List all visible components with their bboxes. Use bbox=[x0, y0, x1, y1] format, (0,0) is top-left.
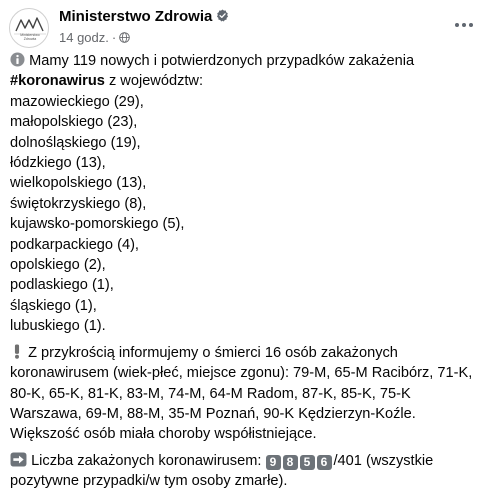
globe-icon bbox=[119, 32, 130, 43]
more-dot bbox=[469, 23, 473, 27]
more-options-button[interactable] bbox=[453, 15, 475, 35]
more-dot bbox=[455, 23, 459, 27]
region-item: małopolskiego (23), bbox=[10, 114, 138, 131]
hashtag-line bbox=[10, 71, 482, 91]
deaths-paragraph bbox=[10, 343, 482, 445]
intro-text: Mamy 119 nowych i potwierdzonych przypadków zakażenia bbox=[29, 53, 415, 69]
deaths-text: Z przykrością informujemy o śmierci 16 osób zakażonych bbox=[28, 344, 398, 361]
post-meta bbox=[59, 30, 130, 46]
post-header bbox=[8, 7, 481, 47]
total-line-2: pozytywne przypadki/w tym osoby zmarłe). bbox=[10, 473, 288, 490]
page-avatar[interactable] bbox=[9, 8, 49, 48]
region-item: kujawsko-pomorskiego (5), bbox=[10, 216, 185, 233]
intro-paragraph bbox=[10, 51, 482, 337]
total-tail: /401 (wszystkie bbox=[333, 452, 434, 469]
exclamation-icon bbox=[10, 344, 24, 359]
deaths-line: koronawirusem (wiek-płeć, miejsce zgonu): 79-M, 65-M Racibórz, 71-K, bbox=[10, 365, 473, 382]
deaths-line bbox=[10, 343, 482, 363]
deaths-line: Większość osób miała choroby współistniejące. bbox=[10, 426, 317, 443]
total-label: Liczba zakażonych koronawirusem: bbox=[31, 452, 262, 469]
meta-separator: · bbox=[111, 30, 117, 45]
post-timestamp[interactable]: 14 godz. bbox=[59, 30, 109, 45]
more-dot bbox=[462, 23, 466, 27]
hashtag-link[interactable]: #koronawirus bbox=[10, 73, 105, 90]
region-item: dolnośląskiego (19), bbox=[10, 134, 141, 151]
verified-badge-icon bbox=[216, 9, 229, 22]
keycap-digit: 6 bbox=[317, 455, 332, 470]
info-icon bbox=[10, 52, 25, 67]
avatar-caption: Ministerstwo Zdrowia bbox=[20, 33, 40, 41]
intro-tail: z województw: bbox=[104, 73, 204, 90]
keycap-digit: 5 bbox=[300, 455, 315, 470]
author-name-text[interactable]: Ministerstwo Zdrowia bbox=[59, 8, 213, 25]
intro-line bbox=[10, 51, 482, 71]
region-item: podlaskiego (1), bbox=[10, 277, 114, 294]
deaths-line: 80-K, 65-K, 81-K, 83-M, 74-M, 64-M Radom, 87-K, 85-K, 75-K bbox=[10, 385, 411, 402]
region-item: lubuskiego (1). bbox=[10, 318, 106, 335]
author-name[interactable] bbox=[59, 8, 229, 26]
keycap-digit: 8 bbox=[283, 455, 298, 470]
region-item: opolskiego (2), bbox=[10, 257, 106, 274]
region-item: łódzkiego (13), bbox=[10, 155, 106, 172]
region-item: świętokrzyskiego (8), bbox=[10, 195, 147, 212]
region-item: wielkopolskiego (13), bbox=[10, 175, 147, 192]
post-text bbox=[10, 51, 482, 498]
deaths-line: Warszawa, 69-M, 88-M, 35-M Poznań, 90-K Kędzierzyn-Koźle. bbox=[10, 405, 416, 422]
right-arrow-icon bbox=[10, 452, 27, 467]
region-item: mazowieckiego (29), bbox=[10, 93, 144, 110]
ministry-logo-icon bbox=[10, 9, 49, 48]
total-paragraph bbox=[10, 451, 482, 492]
region-item: podkarpackiego (4), bbox=[10, 236, 139, 253]
region-item: śląskiego (1), bbox=[10, 297, 97, 314]
keycap-digit: 9 bbox=[266, 455, 281, 470]
total-line bbox=[10, 451, 482, 471]
